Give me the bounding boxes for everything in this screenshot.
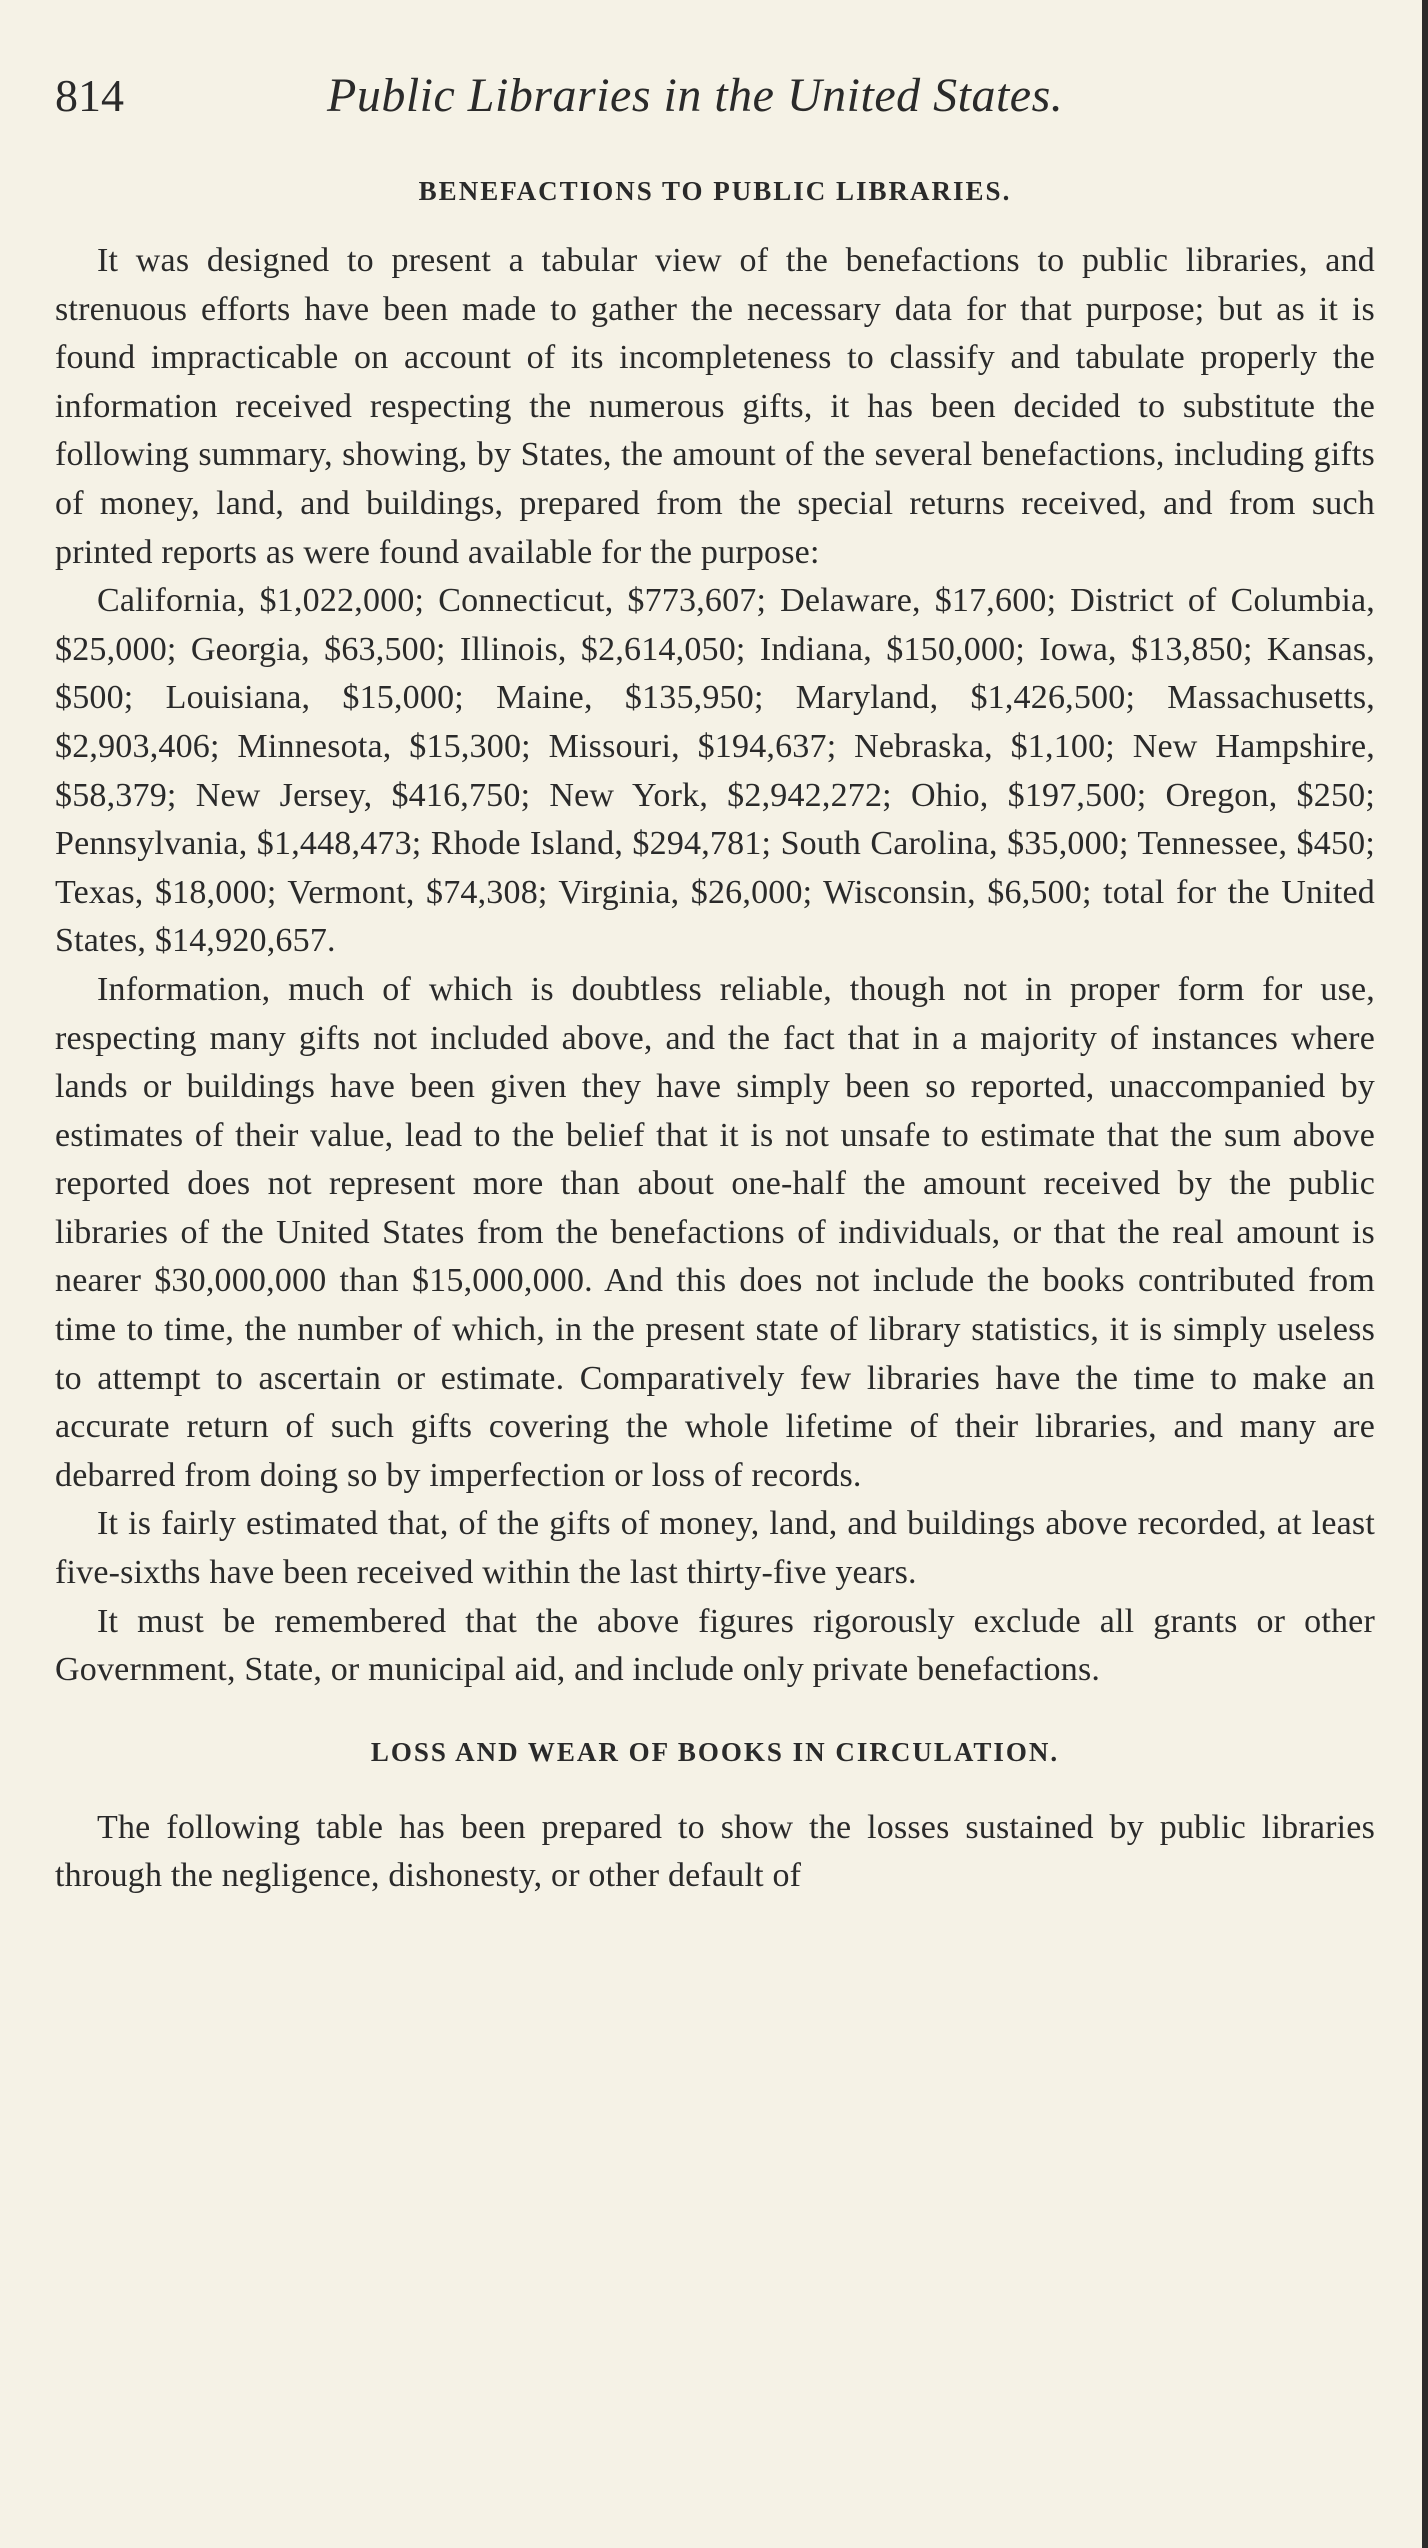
running-title: Public Libraries in the United States. [327, 69, 1064, 122]
paragraph-exclusions: It must be remembered that the above figures rigorously exclude all grants or other Government, State, or municipal aid, and include only private benefactions. [55, 1602, 1375, 1689]
paragraph-intro: It was designed to present a tabular view of the benefactions to public libraries, and strenuous efforts have been made to gather the necessary data for that purpose; but as it is found impracticable on account of its incompleteness to classify and tabulate properly the information received respecting the numerous gifts, it has been decided to substitute the following summary, showing, by States, the amount of the several benefactions, including gifts of money, land, and buildings, prepared from the special returns received, and from such printed reports as were found available for the purpose: [55, 242, 1375, 571]
paragraph-state-amounts: California, $1,022,000; Connecticut, $773,607; Delaware, $17,600; District of Columbia, $25,000; Georgia, $63,500; Illinois, $2,614,050; Indiana, $150,000; Iowa, $13,850; Kansas, $500; Louisiana, $15,000; Maine, $135,950; Maryland, $1,426,500; Massachusetts, $2,903,406; Minnesota, $15,300; Missouri, $194,637; Nebraska, $1,100; New Hampshire, $58,379; New Jersey, $416,750; New York, $2,942,272; Ohio, $197,500; Oregon, $250; Pennsylvania, $1,448,473; Rhode Island, $294,781; South Carolina, $35,000; Tennessee, $450; Texas, $18,000; Vermont, $74,308; Virginia, $26,000; Wisconsin, $6,500; total for the United States, $14,920,657. [55, 582, 1375, 960]
page-number: 814 [55, 70, 124, 121]
paragraph-loss-intro: The following table has been prepared to show the losses sustained by public libraries through the negligence, dishonesty, or other default of [55, 1808, 1375, 1895]
running-head [55, 68, 1375, 138]
section-heading-loss-and-wear: LOSS AND WEAR OF BOOKS IN CIRCULATION. [370, 1736, 1060, 1767]
section-heading-benefactions: BENEFACTIONS TO PUBLIC LIBRARIES. [418, 176, 1012, 206]
page-edge-shadow [1422, 0, 1428, 2548]
book-page [55, 68, 1375, 1901]
paragraph-five-sixths: It is fairly estimated that, of the gifts of money, land, and buildings above recorded, at least five-sixths have been received within the last thirty-five years. [55, 1505, 1375, 1592]
paragraph-estimate: Information, much of which is doubtless reliable, though not in proper form for use, respecting many gifts not included above, and the fact that in a majority of instances where lands or buildings have been given they have simply been so reported, unaccompanied by estimates of their value, lead to the belief that it is not unsafe to estimate that the sum above reported does not represent more than about one-half the amount received by the public libraries of the United States from the benefactions of individuals, or that the real amount is nearer $30,000,000 than $15,000,000. And this does not include the books contributed from time to time, the number of which, in the present state of library statistics, it is simply useless to attempt to ascertain or estimate. Comparatively few libraries have the time to make an accurate return of such gifts covering the whole lifetime of their libraries, and many are debarred from doing so by imperfection or loss of records. [55, 970, 1375, 1494]
